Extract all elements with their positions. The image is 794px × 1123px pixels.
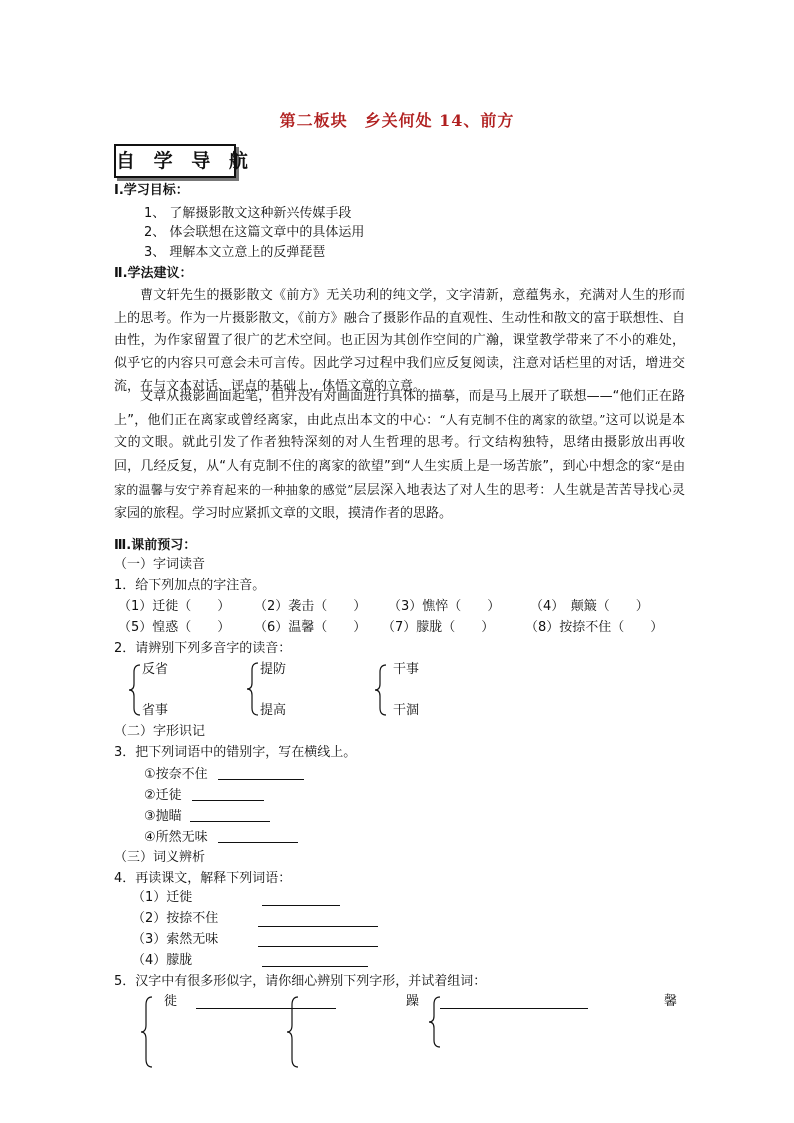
quote: “是由家的温馨与安宁养育起来的一种抽象的感觉” — [114, 459, 685, 497]
section-heading-preview: Ⅲ.课前预习： — [114, 538, 197, 553]
method-paragraph-2 — [114, 386, 685, 525]
goal-item: 3、 理解本文立意上的反弹琵琶 — [144, 245, 326, 260]
similar-char: 徙 — [164, 994, 178, 1009]
answer-line[interactable] — [192, 800, 264, 801]
method-paragraph-1: 曹文轩先生的摄影散文《前方》无关功利的纯文学，文字清新，意蕴隽永，充满对人生的形而上的思考。作为一片摄影散文，《前方》融合了摄影作品的直观性、生动性和散文的富于联想性、自由性，为作家留置了很广的艺术空间。也正因为其创作空间的广瀚，课堂教学带来了不小的难处，似乎它的内容只可意会未可言传。因此学习过程中我们应反复阅读，注意对话栏里的对话，增进交流，在与文本对话、评点的基础上，体悟文章的立意。 — [114, 288, 685, 394]
polyphone-word: 干事 — [393, 662, 420, 677]
question-5: 5．汉字中有很多形似字，请你细心辨别下列字形，并试着组词： — [114, 974, 487, 989]
pinyin-item: （5）惶惑（ ） — [118, 620, 231, 635]
brace-icon — [286, 996, 300, 1068]
polyphone-word: 提高 — [260, 703, 287, 718]
brace-icon — [374, 664, 388, 716]
pinyin-item: （6）温馨（ ） — [254, 620, 367, 635]
similar-char: 馨 — [664, 994, 678, 1009]
vocab-word: （2）按捺不住 — [132, 911, 219, 926]
polyphone-word: 反省 — [142, 662, 169, 677]
similar-char: 躁 — [406, 994, 420, 1009]
polyphone-word: 提防 — [260, 662, 287, 677]
answer-line[interactable] — [440, 1008, 588, 1009]
vocab-word: （1）迁徙 — [132, 890, 193, 905]
answer-line[interactable] — [218, 842, 298, 843]
section-heading-method: Ⅱ.学法建议： — [114, 266, 193, 281]
quote: “人有克制不住的离家的欲望。” — [439, 412, 606, 427]
page-title: 第二板块 乡关何处 14、前方 — [279, 111, 515, 130]
typo-word: ①按奈不住 — [144, 767, 208, 782]
goal-item: 1、 了解摄影散文这种新兴传媒手段 — [144, 206, 352, 221]
brace-icon — [140, 996, 154, 1068]
pinyin-item: （4） 颠簸（ ） — [530, 599, 649, 614]
paragraph-text: 这可以说是本文的文眼。就此引发了作者独特深刻的对人生哲理的思考。行文结构独特，思绪由摄影放出再收回，几经反复，从“人有克制不住的离家的欲望”到“人生实质上是一场苦旅”，到心中想念的家 — [114, 412, 685, 475]
paragraph-text: 层层深入地表达了对人生的思考：人生就是苦苦导找心灵家园的旅程。学习时应紧抓文章的文眼，摸清作者的思路。 — [114, 482, 685, 521]
section-banner-label: 自 学 导 航 — [116, 150, 254, 172]
pinyin-item: （2）袭击（ ） — [254, 599, 367, 614]
typo-word: ④所然无味 — [144, 830, 208, 845]
section-heading-goals: Ⅰ.学习目标： — [114, 183, 189, 198]
polyphone-word: 干涸 — [393, 703, 420, 718]
brace-icon — [428, 996, 442, 1048]
section-banner — [114, 144, 254, 178]
brace-icon — [128, 664, 142, 716]
answer-line[interactable] — [196, 1008, 336, 1009]
subsection-heading: （三）词义辨析 — [114, 850, 206, 865]
answer-line[interactable] — [262, 966, 368, 967]
subsection-heading: （二）字形识记 — [114, 724, 206, 739]
answer-line[interactable] — [218, 779, 304, 780]
question-3: 3．把下列词语中的错别字，写在横线上。 — [114, 745, 357, 760]
brace-icon — [246, 662, 260, 716]
question-1: 1．给下列加点的字注音。 — [114, 578, 266, 593]
typo-word: ②迁徒 — [144, 788, 182, 803]
question-2: 2．请辨别下列多音字的读音： — [114, 641, 292, 656]
pinyin-item: （3）憔悴（ ） — [388, 599, 501, 614]
typo-word: ③抛瞄 — [144, 809, 182, 824]
vocab-word: （3）索然无味 — [132, 932, 219, 947]
pinyin-item: （8）按捺不住（ ） — [525, 620, 664, 635]
subsection-heading: （一）字词读音 — [114, 557, 206, 572]
answer-line[interactable] — [258, 946, 378, 947]
polyphone-word: 省事 — [142, 703, 169, 718]
question-4: 4．再读课文，解释下列词语： — [114, 871, 292, 886]
answer-line[interactable] — [262, 905, 340, 906]
answer-line[interactable] — [190, 821, 270, 822]
vocab-word: （4）朦胧 — [132, 953, 193, 968]
paragraph-text: 文章从摄影画面起笔，但并没有对画面进行具体的描摹，而是马上展开了联想——“他们正在路上”，他们正在离家或曾经离家，由此点出本文的中心： — [114, 389, 685, 428]
answer-line[interactable] — [258, 926, 378, 927]
pinyin-item: （7）朦胧（ ） — [382, 620, 495, 635]
goal-item: 2、 体会联想在这篇文章中的具体运用 — [144, 225, 365, 240]
pinyin-item: （1）迁徙（ ） — [118, 599, 231, 614]
